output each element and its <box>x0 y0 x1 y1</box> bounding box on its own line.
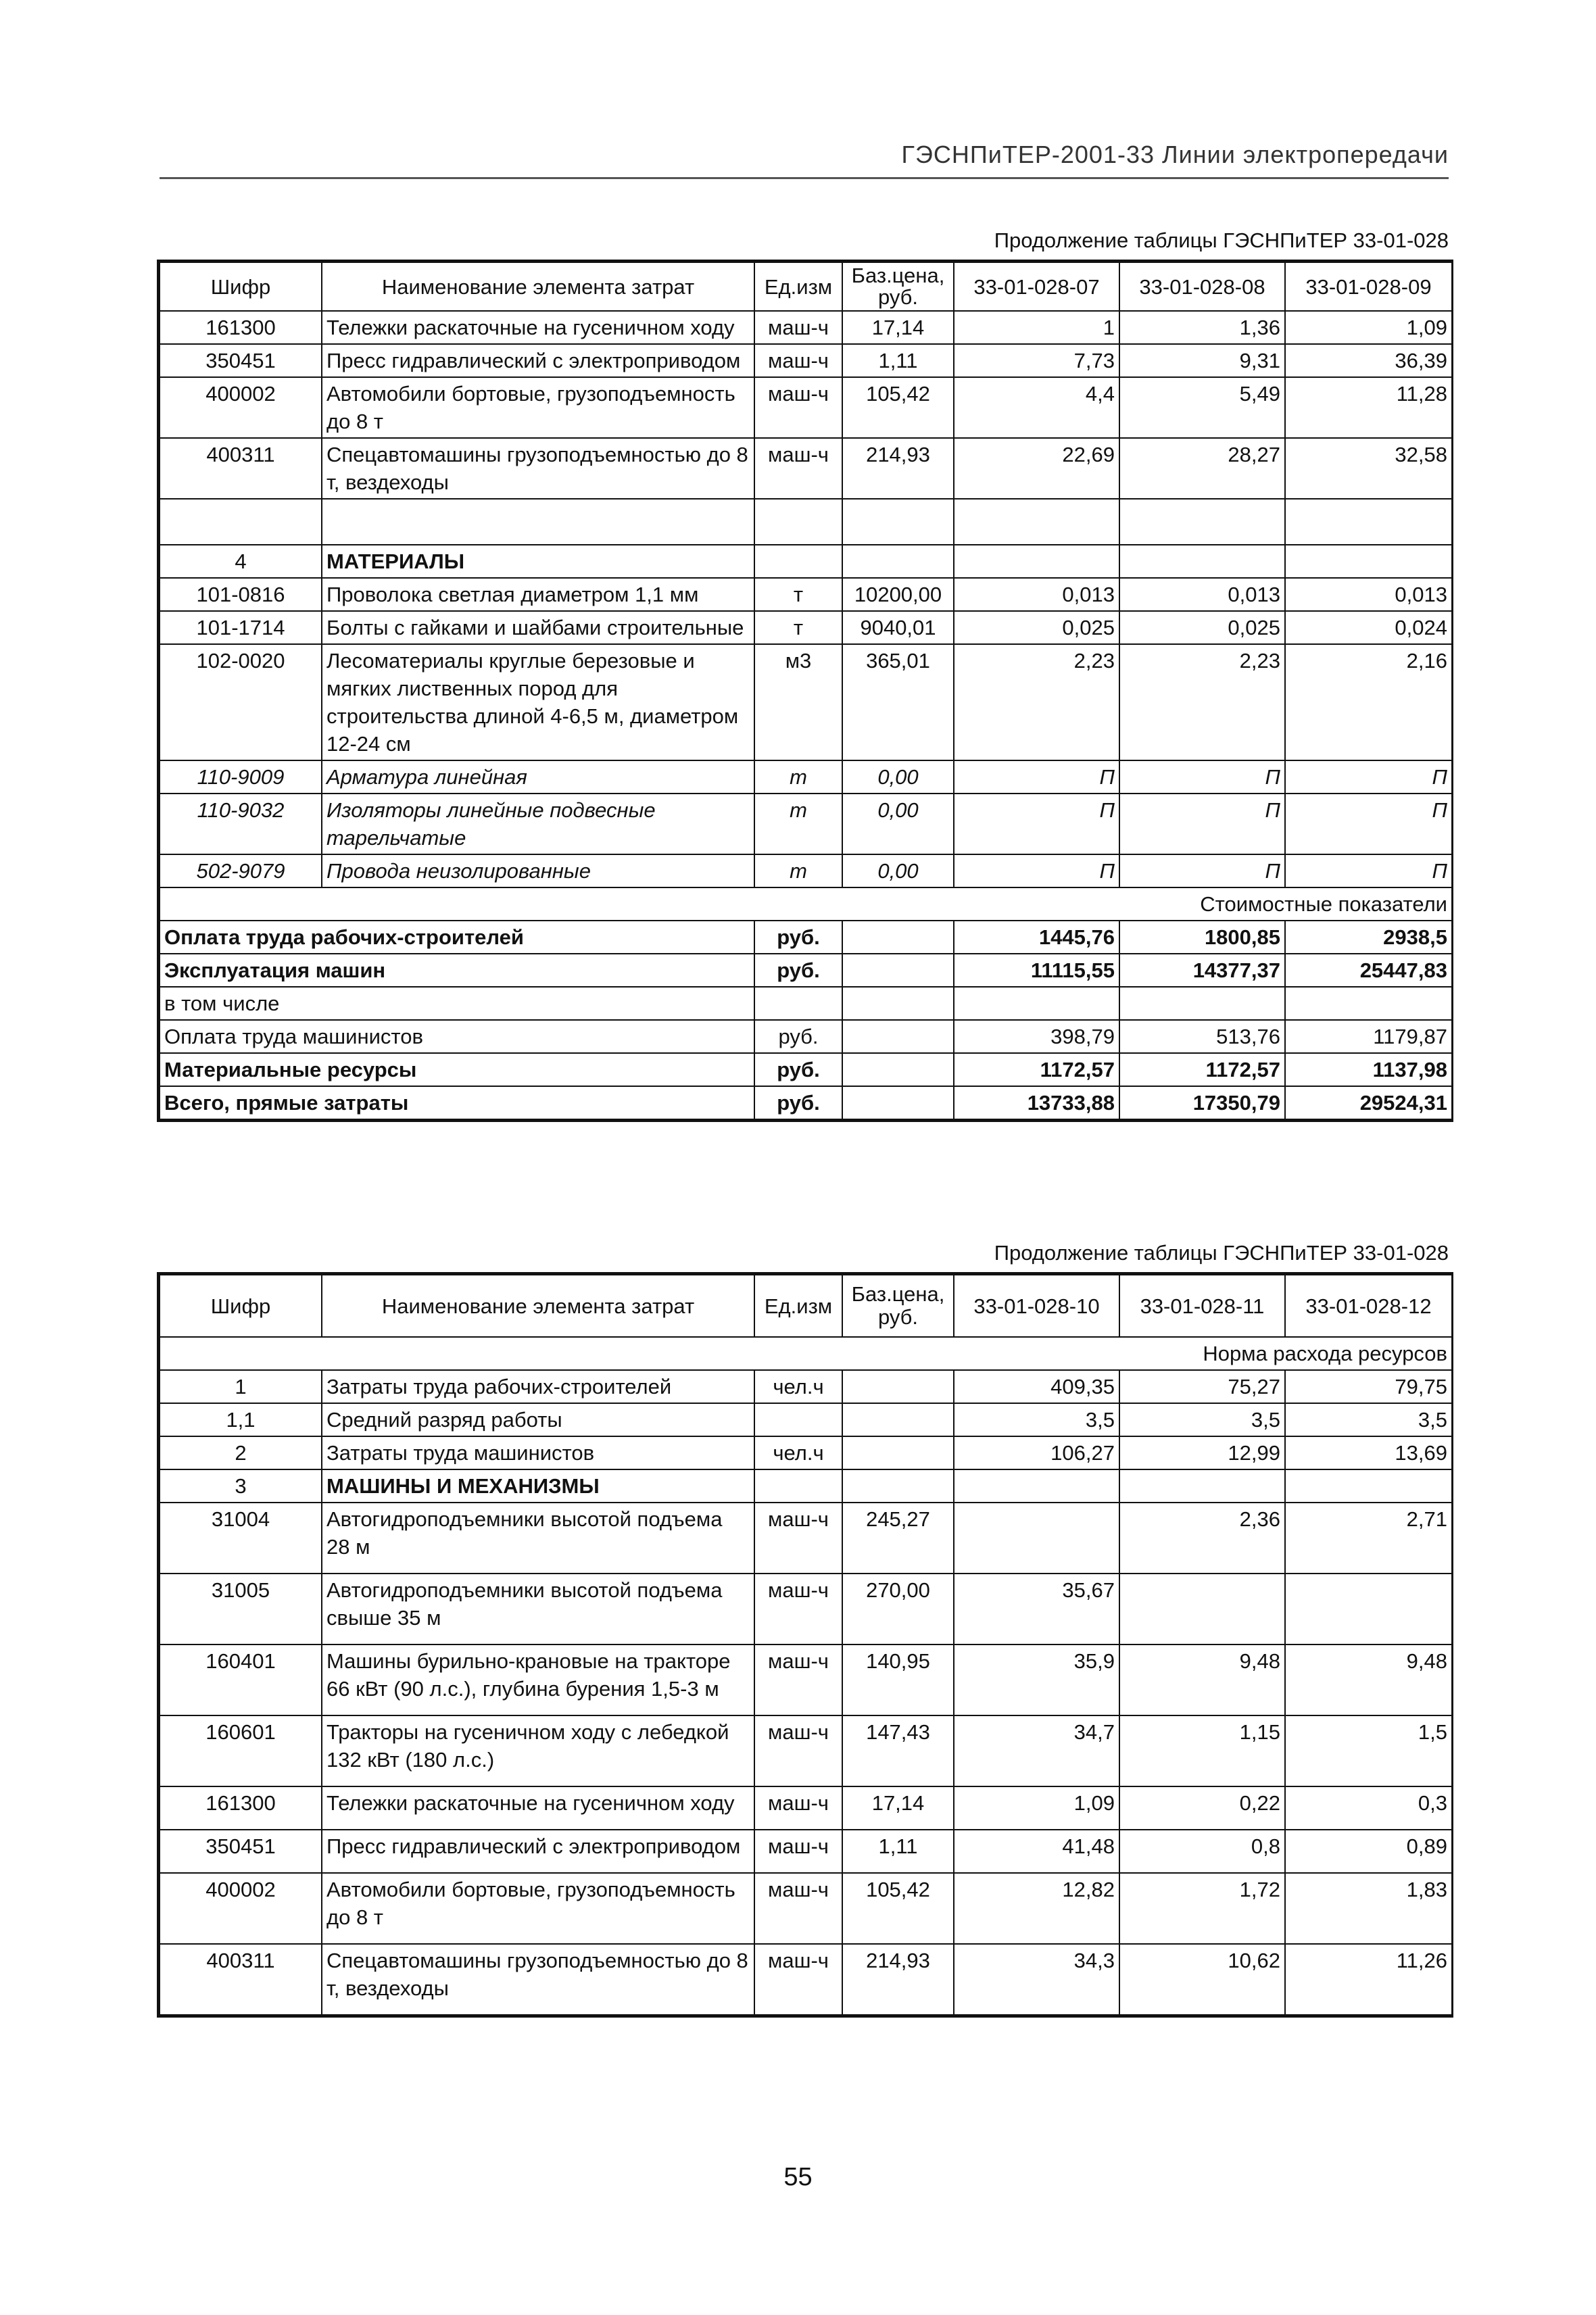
cost-price-empty <box>842 1020 954 1053</box>
cost-value: 398,79 <box>954 1020 1119 1053</box>
cell-value: 0,013 <box>954 578 1119 611</box>
cell-value: 12,82 <box>954 1873 1119 1944</box>
cell-unit: чел.ч <box>754 1436 842 1469</box>
cost-row <box>160 954 1452 987</box>
table-row <box>160 344 1452 377</box>
cell-value: 34,7 <box>954 1715 1119 1786</box>
table-row <box>160 1436 1452 1469</box>
col-header-code: Шифр <box>160 1275 322 1337</box>
cost-price-empty <box>842 1053 954 1086</box>
header-rule <box>160 177 1449 179</box>
cell-price: 17,14 <box>842 311 954 344</box>
cell-value: 9,31 <box>1119 344 1285 377</box>
cell-unit: чел.ч <box>754 1370 842 1403</box>
cell-value: 7,73 <box>954 344 1119 377</box>
cell-value: 0,025 <box>1119 611 1285 644</box>
cell-name: Затраты труда рабочих-строителей <box>322 1370 754 1403</box>
cell-name: Автогидроподъемники высотой подъема свыше 35 м <box>322 1574 754 1644</box>
cell-value: 0,89 <box>1285 1830 1452 1873</box>
cost-value: 13733,88 <box>954 1086 1119 1119</box>
cost-price-empty <box>842 954 954 987</box>
table-row <box>160 644 1452 760</box>
cost-value: 1179,87 <box>1285 1020 1452 1053</box>
cell-code: 2 <box>160 1436 322 1469</box>
cell-name: Изоляторы линейные подвесные тарельчатые <box>322 794 754 854</box>
cost-price-empty <box>842 987 954 1020</box>
section-title: МАТЕРИАЛЫ <box>322 545 754 578</box>
cost-value <box>1119 987 1285 1020</box>
cell-name: Автомобили бортовые, грузоподъемность до 8 т <box>322 377 754 438</box>
table-row <box>160 854 1452 887</box>
cell-value: 2,16 <box>1285 644 1452 760</box>
cell-value: 13,69 <box>1285 1436 1452 1469</box>
table-row <box>160 1370 1452 1403</box>
cell-value: 11,28 <box>1285 377 1452 438</box>
cell-value: 3,5 <box>954 1403 1119 1436</box>
cost-unit <box>754 987 842 1020</box>
cell-unit: маш-ч <box>754 438 842 499</box>
cost-value: 2938,5 <box>1285 921 1452 954</box>
cost-value: 25447,83 <box>1285 954 1452 987</box>
cell-unit: т <box>754 760 842 794</box>
cell-value: П <box>1119 794 1285 854</box>
cell-name: Арматура линейная <box>322 760 754 794</box>
col-header-norm-10: 33-01-028-10 <box>954 1275 1119 1337</box>
cell-price: 245,27 <box>842 1503 954 1574</box>
table-row <box>160 578 1452 611</box>
cell-price: 10200,00 <box>842 578 954 611</box>
cell-code: 102-0020 <box>160 644 322 760</box>
cell-name: Тракторы на гусеничном ходу с лебедкой 132 кВт (180 л.с.) <box>322 1715 754 1786</box>
cost-unit: руб. <box>754 921 842 954</box>
cell-unit: м3 <box>754 644 842 760</box>
cell-code: 31005 <box>160 1574 322 1644</box>
cost-unit: руб. <box>754 1020 842 1053</box>
col-header-norm-11: 33-01-028-11 <box>1119 1275 1285 1337</box>
cell-code: 350451 <box>160 344 322 377</box>
cell-name: Спецавтомашины грузоподъемностью до 8 т, вездеходы <box>322 1944 754 2015</box>
cost-value: 14377,37 <box>1119 954 1285 987</box>
table-row <box>160 1574 1452 1644</box>
cell-price: 0,00 <box>842 854 954 887</box>
cell-value: 409,35 <box>954 1370 1119 1403</box>
cell-value: 35,9 <box>954 1644 1119 1715</box>
cell-value: 32,58 <box>1285 438 1452 499</box>
cost-name: Эксплуатация машин <box>160 954 754 987</box>
cell-price: 214,93 <box>842 1944 954 2015</box>
cell-price: 105,42 <box>842 1873 954 1944</box>
cell-code: 350451 <box>160 1830 322 1873</box>
cell-name: Спецавтомашины грузоподъемностью до 8 т, вездеходы <box>322 438 754 499</box>
cell-name: Проволока светлая диаметром 1,1 мм <box>322 578 754 611</box>
cell-price: 270,00 <box>842 1574 954 1644</box>
cell-code: 1 <box>160 1370 322 1403</box>
machines-section-row <box>160 1469 1452 1503</box>
cell-price <box>842 1370 954 1403</box>
table-row <box>160 1830 1452 1873</box>
cost-name: Материальные ресурсы <box>160 1053 754 1086</box>
section-title: МАШИНЫ И МЕХАНИЗМЫ <box>322 1469 754 1503</box>
cell-value: 5,49 <box>1119 377 1285 438</box>
cell-value: 12,99 <box>1119 1436 1285 1469</box>
col-header-norm-09: 33-01-028-09 <box>1285 262 1452 311</box>
cell-unit: маш-ч <box>754 311 842 344</box>
cost-value: 17350,79 <box>1119 1086 1285 1119</box>
cell-value: 22,69 <box>954 438 1119 499</box>
norm-heading: Норма расхода ресурсов <box>160 1337 1452 1370</box>
cell-name: Тележки раскаточные на гусеничном ходу <box>322 1786 754 1830</box>
cell-code: 400002 <box>160 1873 322 1944</box>
table-row <box>160 760 1452 794</box>
cell-value: 1,15 <box>1119 1715 1285 1786</box>
cell-value: 2,23 <box>1119 644 1285 760</box>
cell-value: 0,8 <box>1119 1830 1285 1873</box>
cell-value: П <box>954 760 1119 794</box>
cell-unit: маш-ч <box>754 1503 842 1574</box>
cell-name: Пресс гидравлический с электроприводом <box>322 1830 754 1873</box>
col-header-name: Наименование элемента затрат <box>322 1275 754 1337</box>
cost-value <box>1285 987 1452 1020</box>
cell-price: 17,14 <box>842 1786 954 1830</box>
table2 <box>157 1272 1453 2018</box>
cell-unit: т <box>754 611 842 644</box>
col-header-unit: Ед.изм <box>754 1275 842 1337</box>
cell-value <box>1119 1574 1285 1644</box>
cell-value: П <box>1285 794 1452 854</box>
col-header-norm-12: 33-01-028-12 <box>1285 1275 1452 1337</box>
cell-code: 400311 <box>160 1944 322 2015</box>
cell-value: 0,22 <box>1119 1786 1285 1830</box>
cell-name: Автогидроподъемники высотой подъема 28 м <box>322 1503 754 1574</box>
cell-value: 36,39 <box>1285 344 1452 377</box>
table1-caption: Продолжение таблицы ГЭСНПиТЕР 33-01-028 <box>994 228 1449 252</box>
table2-caption: Продолжение таблицы ГЭСНПиТЕР 33-01-028 <box>994 1241 1449 1265</box>
cell-code: 110-9009 <box>160 760 322 794</box>
cost-name: в том числе <box>160 987 754 1020</box>
cell-value: 1,36 <box>1119 311 1285 344</box>
cell-name: Затраты труда машинистов <box>322 1436 754 1469</box>
cell-value: П <box>1285 854 1452 887</box>
cell-value: П <box>954 854 1119 887</box>
cost-row <box>160 987 1452 1020</box>
cell-value: 0,013 <box>1285 578 1452 611</box>
cost-value: 1137,98 <box>1285 1053 1452 1086</box>
cell-price: 1,11 <box>842 1830 954 1873</box>
table1 <box>157 260 1453 1122</box>
table-row <box>160 1944 1452 2015</box>
cell-name: Тележки раскаточные на гусеничном ходу <box>322 311 754 344</box>
cell-value: 3,5 <box>1285 1403 1452 1436</box>
cell-value: 1 <box>954 311 1119 344</box>
cell-price: 147,43 <box>842 1715 954 1786</box>
col-header-norm-08: 33-01-028-08 <box>1119 262 1285 311</box>
cell-unit: маш-ч <box>754 1873 842 1944</box>
cell-unit: маш-ч <box>754 344 842 377</box>
cost-row <box>160 1020 1452 1053</box>
table-row <box>160 1786 1452 1830</box>
cell-value: 2,71 <box>1285 1503 1452 1574</box>
cost-row <box>160 1053 1452 1086</box>
cell-code: 110-9032 <box>160 794 322 854</box>
cell-code: 31004 <box>160 1503 322 1574</box>
cell-price: 0,00 <box>842 760 954 794</box>
cell-name: Автомобили бортовые, грузоподъемность до 8 т <box>322 1873 754 1944</box>
cost-value: 1800,85 <box>1119 921 1285 954</box>
cost-name: Всего, прямые затраты <box>160 1086 754 1119</box>
cost-row <box>160 1086 1452 1119</box>
cell-unit: маш-ч <box>754 1944 842 2015</box>
cost-name: Оплата труда рабочих-строителей <box>160 921 754 954</box>
cell-value: 106,27 <box>954 1436 1119 1469</box>
cell-value: 35,67 <box>954 1574 1119 1644</box>
cell-value: 79,75 <box>1285 1370 1452 1403</box>
table-row <box>160 438 1452 499</box>
col-header-norm-07: 33-01-028-07 <box>954 262 1119 311</box>
cost-unit: руб. <box>754 1053 842 1086</box>
cell-unit: маш-ч <box>754 1830 842 1873</box>
cost-value: 513,76 <box>1119 1020 1285 1053</box>
cell-price: 214,93 <box>842 438 954 499</box>
cell-unit: т <box>754 578 842 611</box>
cell-code: 101-0816 <box>160 578 322 611</box>
cell-price <box>842 1403 954 1436</box>
cost-value: 1172,57 <box>954 1053 1119 1086</box>
cell-value: 41,48 <box>954 1830 1119 1873</box>
cell-unit <box>754 1403 842 1436</box>
cell-code: 400311 <box>160 438 322 499</box>
table-row <box>160 1715 1452 1786</box>
cell-value: П <box>954 794 1119 854</box>
page-number: 55 <box>783 2163 813 2191</box>
cost-value <box>954 987 1119 1020</box>
cost-value: 1172,57 <box>1119 1053 1285 1086</box>
cell-value: 9,48 <box>1119 1644 1285 1715</box>
cell-name: Лесоматериалы круглые березовые и мягких лиственных пород для строительства длиной 4-6,5 м, диаметром 12-24 см <box>322 644 754 760</box>
table-row <box>160 1403 1452 1436</box>
cell-value: 1,5 <box>1285 1715 1452 1786</box>
cell-value: 1,09 <box>1285 311 1452 344</box>
cost-heading: Стоимостные показатели <box>160 887 1452 921</box>
cost-price-empty <box>842 1086 954 1119</box>
cell-value: 3,5 <box>1119 1403 1285 1436</box>
cell-unit: маш-ч <box>754 1574 842 1644</box>
table-row <box>160 1503 1452 1574</box>
cell-name: Средний разряд работы <box>322 1403 754 1436</box>
cost-price-empty <box>842 921 954 954</box>
cost-value: 1445,76 <box>954 921 1119 954</box>
cell-unit: маш-ч <box>754 1715 842 1786</box>
cell-value: 2,23 <box>954 644 1119 760</box>
cell-value: П <box>1119 760 1285 794</box>
cost-row <box>160 921 1452 954</box>
cell-name: Пресс гидравлический с электроприводом <box>322 344 754 377</box>
cell-name: Машины бурильно-крановые на тракторе 66 кВт (90 л.с.), глубина бурения 1,5-3 м <box>322 1644 754 1715</box>
cell-value <box>1285 1574 1452 1644</box>
cell-price: 1,11 <box>842 344 954 377</box>
cell-value: 0,025 <box>954 611 1119 644</box>
cell-unit: т <box>754 794 842 854</box>
section-code: 3 <box>160 1469 322 1503</box>
cell-value: 0,013 <box>1119 578 1285 611</box>
cell-code: 1,1 <box>160 1403 322 1436</box>
cell-value: 11,26 <box>1285 1944 1452 2015</box>
cell-price: 365,01 <box>842 644 954 760</box>
cell-code: 400002 <box>160 377 322 438</box>
col-header-unit: Ед.изм <box>754 262 842 311</box>
cell-value: 4,4 <box>954 377 1119 438</box>
materials-section-row <box>160 545 1452 578</box>
cell-value: 10,62 <box>1119 1944 1285 2015</box>
cell-price: 9040,01 <box>842 611 954 644</box>
cell-code: 502-9079 <box>160 854 322 887</box>
table-row <box>160 794 1452 854</box>
cell-code: 160401 <box>160 1644 322 1715</box>
col-header-name: Наименование элемента затрат <box>322 262 754 311</box>
cell-unit: т <box>754 854 842 887</box>
cell-unit: маш-ч <box>754 1644 842 1715</box>
section-code: 4 <box>160 545 322 578</box>
cell-price <box>842 1436 954 1469</box>
table-row <box>160 311 1452 344</box>
cost-unit: руб. <box>754 954 842 987</box>
cell-value: 9,48 <box>1285 1644 1452 1715</box>
cost-unit: руб. <box>754 1086 842 1119</box>
cell-value <box>954 1503 1119 1574</box>
cell-unit: маш-ч <box>754 1786 842 1830</box>
cell-code: 160601 <box>160 1715 322 1786</box>
cell-code: 161300 <box>160 311 322 344</box>
cell-price: 140,95 <box>842 1644 954 1715</box>
table-row <box>160 1644 1452 1715</box>
cell-price: 0,00 <box>842 794 954 854</box>
cell-value: 1,83 <box>1285 1873 1452 1944</box>
cell-value: 34,3 <box>954 1944 1119 2015</box>
cell-value: П <box>1119 854 1285 887</box>
cell-value: 0,3 <box>1285 1786 1452 1830</box>
col-header-code: Шифр <box>160 262 322 311</box>
cost-name: Оплата труда машинистов <box>160 1020 754 1053</box>
cell-name: Провода неизолированные <box>322 854 754 887</box>
table-row <box>160 1873 1452 1944</box>
table-row <box>160 377 1452 438</box>
cell-value: П <box>1285 760 1452 794</box>
cell-value: 28,27 <box>1119 438 1285 499</box>
cell-value: 2,36 <box>1119 1503 1285 1574</box>
table-row <box>160 611 1452 644</box>
cell-value: 1,72 <box>1119 1873 1285 1944</box>
cell-code: 101-1714 <box>160 611 322 644</box>
cost-value: 29524,31 <box>1285 1086 1452 1119</box>
cell-code: 161300 <box>160 1786 322 1830</box>
cell-name: Болты с гайками и шайбами строительные <box>322 611 754 644</box>
cell-value: 0,024 <box>1285 611 1452 644</box>
col-header-price: Баз.цена, руб. <box>842 1275 954 1337</box>
cell-price: 105,42 <box>842 377 954 438</box>
col-header-price: Баз.цена, руб. <box>842 262 954 311</box>
cell-value: 1,09 <box>954 1786 1119 1830</box>
running-header: ГЭСНПиТЕР-2001-33 Линии электропередачи <box>901 141 1449 168</box>
cell-unit: маш-ч <box>754 377 842 438</box>
cost-value: 11115,55 <box>954 954 1119 987</box>
cell-value: 75,27 <box>1119 1370 1285 1403</box>
